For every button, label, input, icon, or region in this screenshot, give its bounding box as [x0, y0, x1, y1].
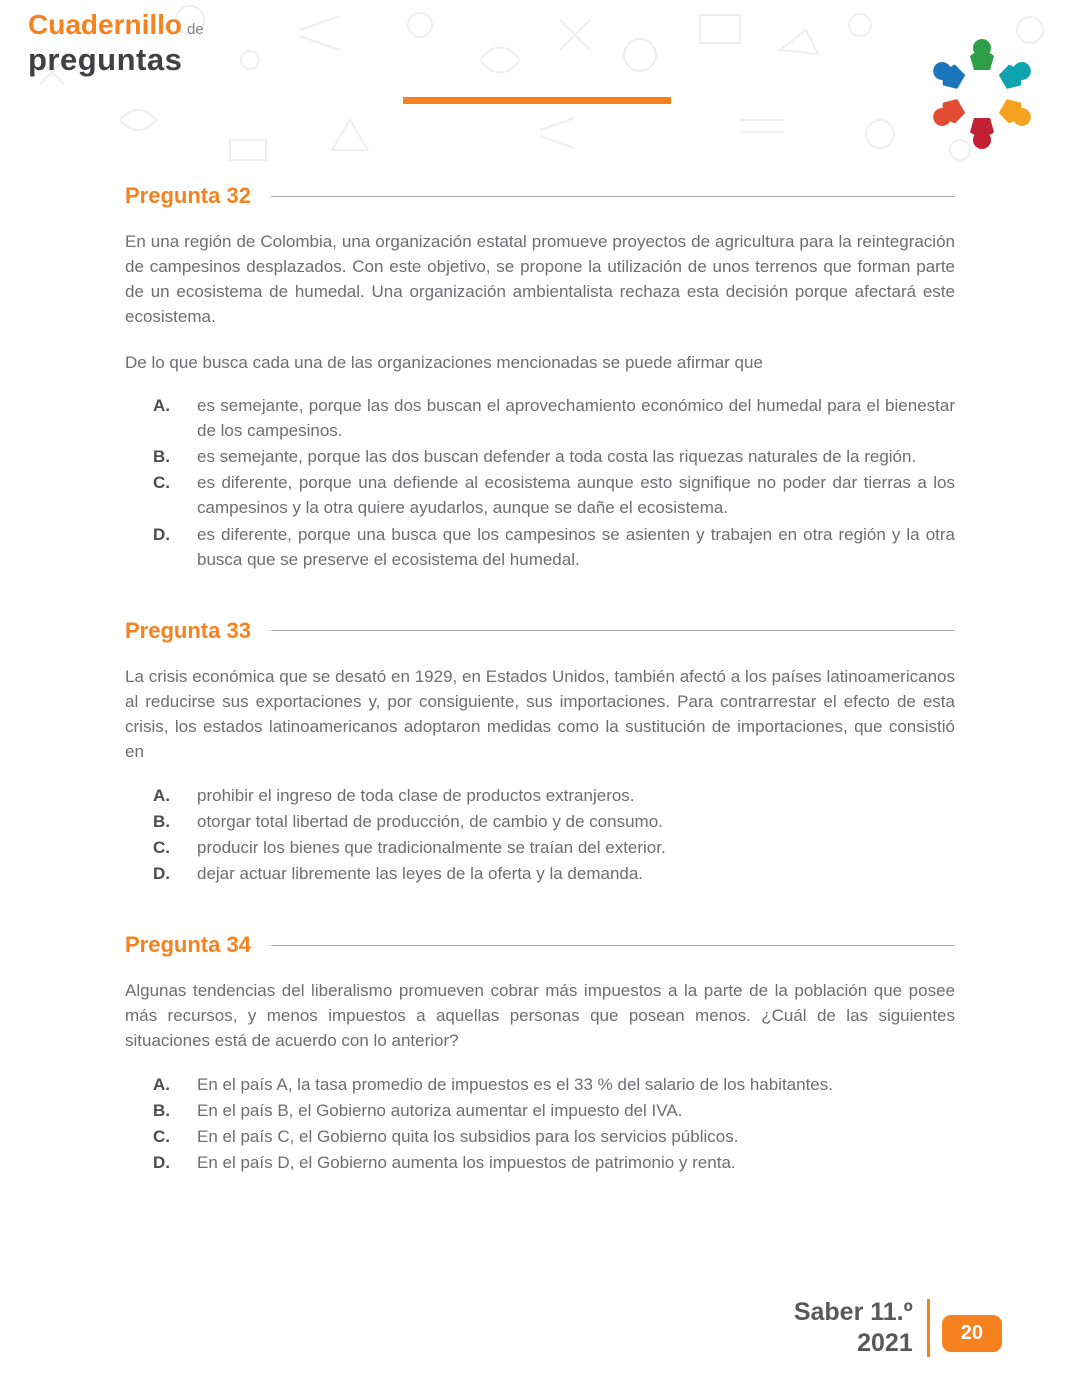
option-text: es diferente, porque una busca que los campesinos se asienten y trabajen en otra región y la otra busca que se preserve el ecosistema del humedal.	[197, 524, 955, 569]
option-letter: A.	[153, 1074, 170, 1094]
question-32-title: Pregunta 32	[125, 183, 251, 208]
brand-title-line1	[28, 10, 204, 41]
option-34-c	[125, 1124, 955, 1149]
option-text: es semejante, porque las dos buscan el aprovechamiento económico del humedal para el bienestar de los campesinos.	[197, 395, 955, 440]
option-text: En el país A, la tasa promedio de impuestos es el 33 % del salario de los habitantes.	[197, 1074, 833, 1094]
question-32	[125, 183, 955, 572]
page-header	[0, 0, 1080, 170]
institution-logo	[926, 22, 1038, 156]
option-34-b	[125, 1098, 955, 1123]
option-text: En el país D, el Gobierno aumenta los impuestos de patrimonio y renta.	[197, 1153, 736, 1173]
brand-cuadernillo: Cuadernillo	[28, 9, 183, 40]
header-accent-bar	[403, 97, 671, 104]
question-32-options	[125, 393, 955, 572]
option-32-c	[125, 470, 955, 520]
question-34-paragraph-1: Algunas tendencias del liberalismo promueven cobrar más impuestos a la parte de la población que posee más recursos, y menos impuestos a aquellas personas que posean menos. ¿Cuál de las siguientes situaciones está de acuerdo con lo anterior?	[125, 981, 955, 1051]
questions-content	[125, 183, 955, 1176]
option-32-d	[125, 522, 955, 572]
option-text: otorgar total libertad de producción, de cambio y de consumo.	[197, 811, 663, 831]
question-33-title: Pregunta 33	[125, 617, 251, 643]
option-letter: C.	[153, 1126, 170, 1146]
option-letter: D.	[153, 863, 170, 883]
option-text: producir los bienes que tradicionalmente se traían del exterior.	[197, 837, 666, 857]
option-33-a	[125, 783, 955, 808]
question-34-title: Pregunta 34	[125, 932, 251, 958]
question-33-options	[125, 783, 955, 887]
question-33-paragraph-1: La crisis económica que se desató en 1929, en Estados Unidos, también afectó a los países latinoamericanos al reducirse sus exportaciones y, por consiguiente, sus importaciones. Para contrarrestar el efecto de esta crisis, los estados latinoamericanos adoptaron medidas como la sustitución de importaciones, que consistió en	[125, 666, 955, 762]
question-33	[125, 618, 955, 886]
option-text: es semejante, porque las dos buscan defender a toda costa las riquezas naturales de la región.	[197, 447, 917, 467]
option-letter: B.	[153, 1100, 170, 1120]
option-text: En el país C, el Gobierno quita los subsidios para los servicios públicos.	[197, 1126, 739, 1146]
option-text: prohibir el ingreso de toda clase de productos extranjeros.	[197, 785, 635, 805]
option-33-b	[125, 809, 955, 834]
question-32-paragraph-2: De lo que busca cada una de las organizaciones mencionadas se puede afirmar que	[125, 352, 763, 372]
option-letter: C.	[153, 473, 170, 493]
brand-de: de	[187, 21, 204, 38]
option-text: En el país B, el Gobierno autoriza aumentar el impuesto del IVA.	[197, 1100, 683, 1120]
question-32-header	[125, 183, 955, 209]
option-letter: A.	[153, 395, 170, 415]
option-letter: A.	[153, 785, 170, 805]
option-34-d	[125, 1150, 955, 1175]
question-34-options	[125, 1072, 955, 1176]
option-letter: D.	[153, 524, 170, 544]
option-33-c	[125, 835, 955, 860]
question-34-header	[125, 932, 955, 958]
question-33-header	[125, 618, 955, 644]
question-33-rule	[271, 630, 955, 631]
exam-name: Saber 11.º	[793, 1297, 913, 1326]
option-text: dejar actuar libremente las leyes de la oferta y la demanda.	[197, 863, 644, 883]
exam-name-block	[794, 1297, 927, 1360]
option-text: es diferente, porque una defiende al ecosistema aunque esto signifique no poder dar tierras a los campesinos y la otra quiere ayudarlos, aunque se dañe el ecosistema.	[197, 473, 955, 518]
question-32-paragraph-1: En una región de Colombia, una organización estatal promueve proyectos de agricultura para la reintegración de campesinos desplazados. Con este objetivo, se propone la utilización de unos terrenos que forman parte de un ecosistema de humedal. Una organización ambientalista rechaza esta decisión porque afectará este ecosistema.	[125, 232, 955, 327]
option-33-d	[125, 861, 955, 886]
option-34-a	[125, 1072, 955, 1097]
option-letter: B.	[153, 811, 170, 831]
footer-divider	[927, 1299, 930, 1357]
brand-preguntas: preguntas	[28, 41, 183, 77]
question-34	[125, 932, 955, 1175]
option-32-a	[125, 393, 955, 443]
question-34-rule	[271, 945, 955, 946]
exam-year: 2021	[857, 1328, 913, 1357]
question-32-rule	[271, 196, 955, 197]
booklet-brand	[28, 10, 204, 77]
option-letter: B.	[153, 447, 170, 467]
option-letter: D.	[153, 1153, 170, 1173]
option-letter: C.	[153, 837, 170, 857]
option-32-b	[125, 444, 955, 469]
page-footer	[794, 1297, 1002, 1360]
page-number-badge: 20	[942, 1315, 1002, 1352]
